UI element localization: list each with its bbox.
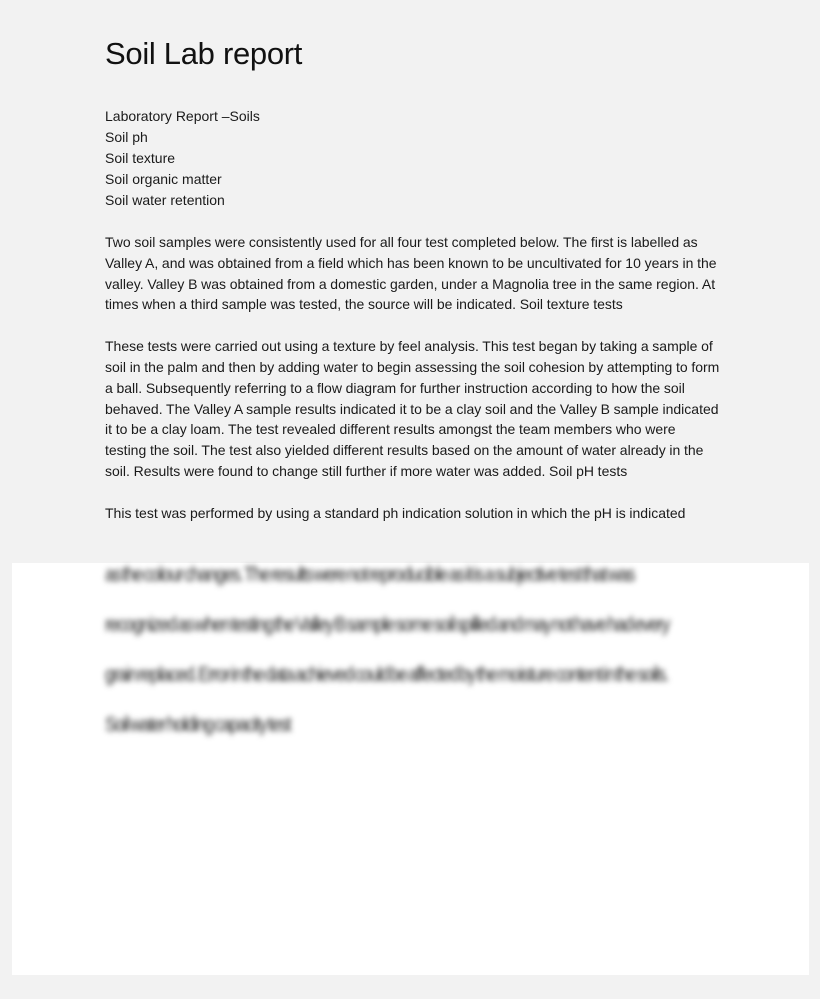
topic-item: Soil ph — [105, 129, 148, 145]
document-title: Soil Lab report — [105, 36, 303, 71]
topic-item: Soil organic matter — [105, 171, 222, 187]
blurred-line: recognized as when testing the Valley B sample some soil spilled and may not have had every — [105, 614, 670, 636]
blurred-line: Soil water holding capacity test — [105, 714, 291, 736]
document-body — [105, 36, 720, 545]
paragraph-texture-tests: These tests were carried out using a texture by feel analysis. This test began by taking a sample of soil in the palm and then by adding water to begin assessing the soil cohesion by attempting to form a ball. Subsequently referring to a flow diagram for further instruction according to how the soil behaved. The Valley A sample results indicated it to be a clay soil and the Valley B sample indicated it to be a clay loam. The test revealed different results amongst the team members who were testing the soil. The test also yielded different results based on the amount of water already in the soil. Results were found to change still further if more water was added. Soil pH tests — [105, 338, 720, 479]
blurred-line: as the colour changes. The results were not reproducible as it is a subjective test that was — [105, 564, 635, 586]
topic-item: Soil water retention — [105, 192, 225, 208]
topic-item: Soil texture — [105, 150, 176, 166]
blurred-preview-text — [105, 550, 720, 750]
topics-list — [105, 106, 720, 211]
blurred-line: grain replaced. Error in the data achieved could be affected by the moisture content in the soils. — [105, 664, 669, 686]
paragraph-samples: Two soil samples were consistently used for all four test completed below. The first is labelled as Valley A, and was obtained from a field which has been known to be uncultivated for 10 years in the valley. Valley B was obtained from a domestic garden, under a Magnolia tree in the same region. At times when a third sample was tested, the source will be indicated. Soil texture tests — [105, 234, 717, 313]
topic-item: Laboratory Report –Soils — [105, 108, 260, 124]
paragraph-ph-tests: This test was performed by using a standard ph indication solution in which the pH is indicated — [105, 504, 686, 521]
